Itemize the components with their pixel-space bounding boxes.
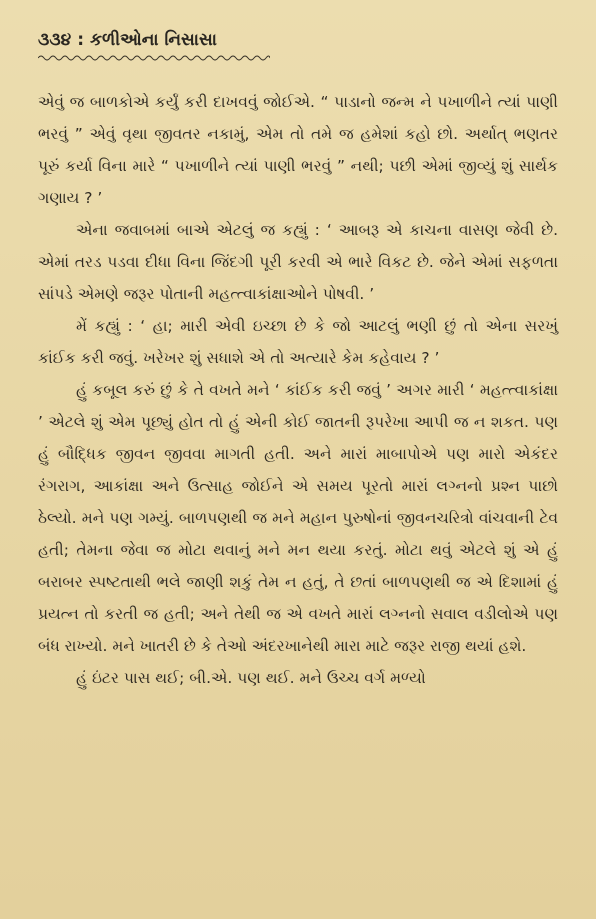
paragraph-1: એવું જ બાળકોએ કર્યું કરી દાખવવું જોઈએ. “ પાડાનો જન્મ ને પખાળીને ત્યાં પાણી ભરવું ” એવું વૃથા જીવતર નકામું, એમ તો તમે જ હમેશાં કહો છો. અર્થાત્ ભણતર પૂરું કર્યા વિના મારે “ પખાળીને ત્યાં પાણી ભરવું ” નથી; પછી એમાં જીવ્યું શું સાર્થક ગણાય ? ’ [38, 93, 558, 207]
body-text [38, 86, 558, 694]
page-number: ૩૩૪ [38, 30, 72, 50]
paragraph-2: એના જવાબમાં બાએ એટલું જ કહ્યું : ‘ આબરૂ એ કાચના વાસણ જેવી છે. એમાં તરડ પડવા દીધા વિના જિંદગી પૂરી કરવી એ ભારે વિકટ છે. જેને એમાં સફળતા સાંપડે એમણે જરૂર પોતાની મહત્ત્વાકાંક્ષાઓને પોષવી. ’ [38, 221, 558, 303]
paragraph-5: હું ઇંટર પાસ થઈ; બી.એ. પણ થઈ. મને ઉચ્ચ વર્ગ મળ્યો [76, 669, 426, 687]
header-separator: : [77, 30, 84, 50]
decorative-wavy-rule [38, 54, 270, 62]
chapter-title: કળીઓના નિસાસા [90, 30, 217, 50]
paragraph-3: મેં કહ્યું : ‘ હા; મારી એવી ઇચ્છા છે કે જો આટલું ભણી છું તો એના સરખું કાંઈક કરી જવું. ખરેખર શું સધાશે એ તો અત્યારે કેમ કહેવાય ? ’ [38, 317, 558, 367]
paragraph-4: હું કબૂલ કરું છું કે તે વખતે મને ‘ કાંઈક કરી જવું ’ અગર મારી ‘ મહત્ત્વાકાંક્ષા ’ એટલે શું એમ પૂછ્યું હોત તો હું એની કોઈ જાતની રૂપરેખા આપી જ ન શકત. પણ હું બૌદ્ધિક જીવન જીવવા માગતી હતી. અને મારાં માબાપોએ પણ મારો એકંદર રંગરાગ, આકાંક્ષા અને ઉત્સાહ જોઈને એ સમય પૂરતો મારાં લગ્નનો પ્રશ્ન પાછો ઠેલ્યો. મને પણ ગમ્યું. બાળપણથી જ મને મહાન પુરુષોનાં જીવનચરિત્રો વાંચવાની ટેવ હતી; તેમના જેવા જ મોટા થવાનું મને મન થયા કરતું. મોટા થવું એટલે શું એ હું બરાબર સ્પષ્ટતાથી ભલે જાણી શકું તેમ ન હતું, તે છતાં બાળપણથી જ એ દિશામાં હું પ્રયત્ન તો કરતી જ હતી; અને તેથી જ એ વખતે મારાં લગ્નનો સવાલ વડીલોએ પણ બંધ રાખ્યો. મને ખાતરી છે કે તેઓ અંદરખાનેથી મારા માટે જરૂર રાજી થયાં હશે. [38, 381, 558, 655]
running-head [38, 30, 558, 50]
